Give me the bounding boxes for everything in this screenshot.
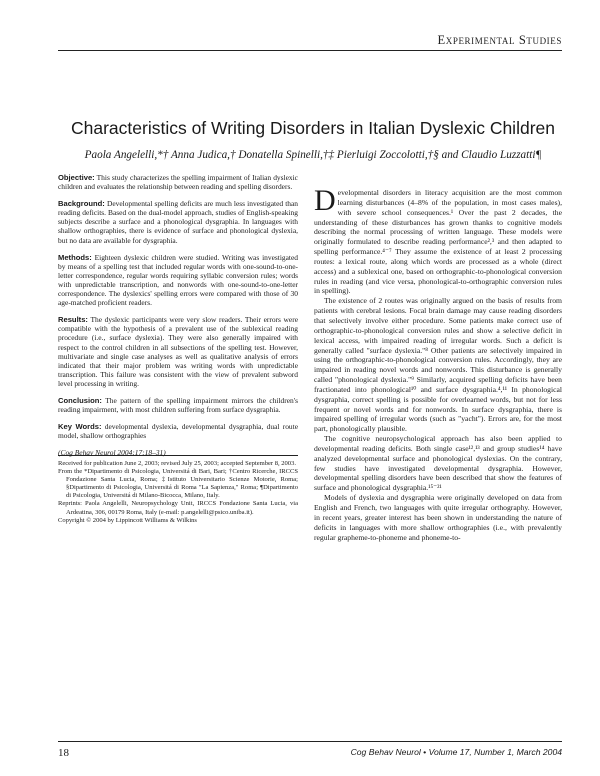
paragraph-text: evelopmental disorders in literacy acquisition are the most common learning disturbances (4–8% of the population, in most cases males), with severe school consequences.¹ Over the past 2 decades, the understanding of these disturbances has grown thanks to cognitive models describing the normal processing of written language. These models were originally formulated to describe reading performance²,³ and then adapted to spelling performance.⁴⁻⁷ They assume the existence of at least 2 processing routes: a lexical route, along which words are processed as a whole (direct access) and a sublexical one, based on orthographic-to-phonological conversion rules in reading (and vice versa, phonological-to-orthographic conversion rules in spelling). bbox=[314, 188, 562, 296]
background-label: Background: bbox=[58, 199, 105, 209]
article-notes bbox=[58, 460, 298, 525]
methods-text: Eighteen dyslexic children were studied. Writing was investigated by means of a spelling test that included regular words with one-sound-to-one-letter correspondence, regular words requiring syllabic conversion rules; words with unpredictable transcription, and nonwords with one-sound-to-one-letter correspondence. The dyslexics' spelling errors were compared with those of 30 age-matched proficient readers. bbox=[58, 252, 299, 308]
keywords-label: Key Words: bbox=[58, 422, 102, 432]
background-text: Developmental spelling deficits are much less investigated than reading deficits. Based on the dual-model approach, studies of English-speaking subjects describe a surface and a phonological dysgraphia. In languages with shallow orthographies, there is evidence of surface and phonological dyslexia, but no data are available for dysgraphia. bbox=[58, 199, 299, 245]
footer-rule bbox=[58, 741, 562, 742]
abstract-keywords bbox=[58, 422, 298, 440]
results-text: The dyslexic participants were very slow readers. Their errors were compatible with the hypothesis of a prevalent use of the sublexical reading procedure (i.e., surface dyslexia). They were also generally impaired with respect to the control children in all subsections of the spelling test. However, multivariate and single case analyses as well as qualitative analysis of errors indicated that their major problem was writing words with unpredictable transcription. This failure was consistent with the view of prevalent subword level processing in writing. bbox=[58, 315, 298, 388]
received-note: Received for publication June 2, 2003; revised July 25, 2003; accepted September 8, 2003. bbox=[58, 460, 296, 467]
page-number: 18 bbox=[58, 747, 69, 759]
objective-label: Objective: bbox=[58, 173, 95, 182]
section-label: Experimental Studies bbox=[437, 33, 562, 47]
methods-label: Methods: bbox=[58, 252, 92, 262]
journal-info: Cog Behav Neurol • Volume 17, Number 1, March 2004 bbox=[350, 747, 562, 757]
drop-cap: D bbox=[314, 184, 336, 217]
citation: (Cog Behav Neurol 2004;17:18–31) bbox=[58, 448, 166, 458]
objective-text: This study characterizes the spelling impairment of Italian dyslexic children and evaluates the relationship between reading and spelling disorders. bbox=[58, 173, 298, 192]
author-list: Paola Angelelli,*† Anna Judica,† Donatella Spinelli,†‡ Pierluigi Zoccolotti,†§ and Claudio Luzzatti¶ bbox=[84, 149, 542, 161]
abstract bbox=[58, 173, 298, 465]
abstract-conclusion bbox=[58, 396, 298, 414]
body-paragraph bbox=[314, 184, 562, 296]
body-text bbox=[314, 184, 562, 542]
article-title: Characteristics of Writing Disorders in Italian Dyslexic Children bbox=[70, 118, 555, 138]
abstract-results bbox=[58, 315, 298, 388]
conclusion-text: The pattern of the spelling impairment mirrors the children's reading impairment, with most children suffering from surface dysgraphia. bbox=[58, 395, 298, 415]
notes-rule bbox=[58, 455, 298, 456]
abstract-objective bbox=[58, 173, 298, 191]
body-paragraph: The cognitive neuropsychological approach has also been applied to developmental reading deficits. Both single case¹²,¹³ and group studies¹⁴ have analyzed developmental surface and phonological dyslexias. On the contrary, few studies have investigated developmental dysgraphia. However, developmental spelling disorders have been described that show the features of surface and phonological dysgraphia.¹⁵⁻²¹ bbox=[314, 434, 562, 493]
abstract-background bbox=[58, 199, 298, 244]
body-paragraph: Models of dyslexia and dysgraphia were originally developed on data from English and French, two languages with quite irregular orthography. However, in recent years, greater interest has been shown in understanding the nature of deficits in languages with more shallow orthographies (i.e., with prevalently regular grapheme-to-phoneme and phoneme-to- bbox=[314, 493, 562, 542]
header-rule bbox=[58, 50, 562, 51]
results-label: Results: bbox=[58, 315, 88, 325]
keywords-text: developmental dyslexia, developmental dysgraphia, dual route model, shallow orthographies bbox=[58, 422, 298, 441]
abstract-methods bbox=[58, 253, 298, 308]
conclusion-label: Conclusion: bbox=[58, 395, 102, 405]
copyright-note: Copyright © 2004 by Lippincott Williams & Wilkins bbox=[58, 516, 197, 524]
body-paragraph: The existence of 2 routes was originally argued on the basis of results from patients with cerebral lesions. Focal brain damage may cause reading disorders that selectively involve either procedure. Some patients make correct use of orthographic-to-phonological conversion rules and show a selective deficit in lexical access, with impaired reading of irregular words. Such a deficit is generally called "surface dyslexia."⁸ Other patients are selectively impaired in using the orthographic-to-phonological conversion rules. Accordingly, they are impaired in reading novel words and nonwords. This disturbance is generally called "phonological dyslexia."⁹ Similarly, acquired spelling deficits have been fractionated into phonological¹⁰ and surface dysgraphia.⁴,¹¹ In phonological dysgraphia, correct spelling is possible for overlearned words, but not for less frequent or novel words and for nonwords. In surface dysgraphia, there is impaired spelling of irregular words (such as "yacht"). Errors are, for the most part, phonologically plausible. bbox=[314, 296, 562, 434]
reprints-note: Reprints: Paola Angelelli, Neuropsychology Unit, IRCCS Fondazione Santa Lucia, via Ardeatina, 306, 00179 Roma, Italy (e-mail: p.angelelli@psico.uniba.it). bbox=[58, 500, 298, 516]
affiliations-note: From the *Dipartimento di Psicologia, Universitá di Bari, Bari; †Centro Ricerche, IRCCS Fondazione Santa Lucia, Roma; ‡Istituto Universitario Scienze Motorie, Roma; §Dipartimento di Psicologia, Universitá di Roma "La Sapienza," Roma; ¶Dipartimento di Psicologia, Universitá di Milano-Bicocca, Milano, Italy. bbox=[58, 468, 298, 500]
